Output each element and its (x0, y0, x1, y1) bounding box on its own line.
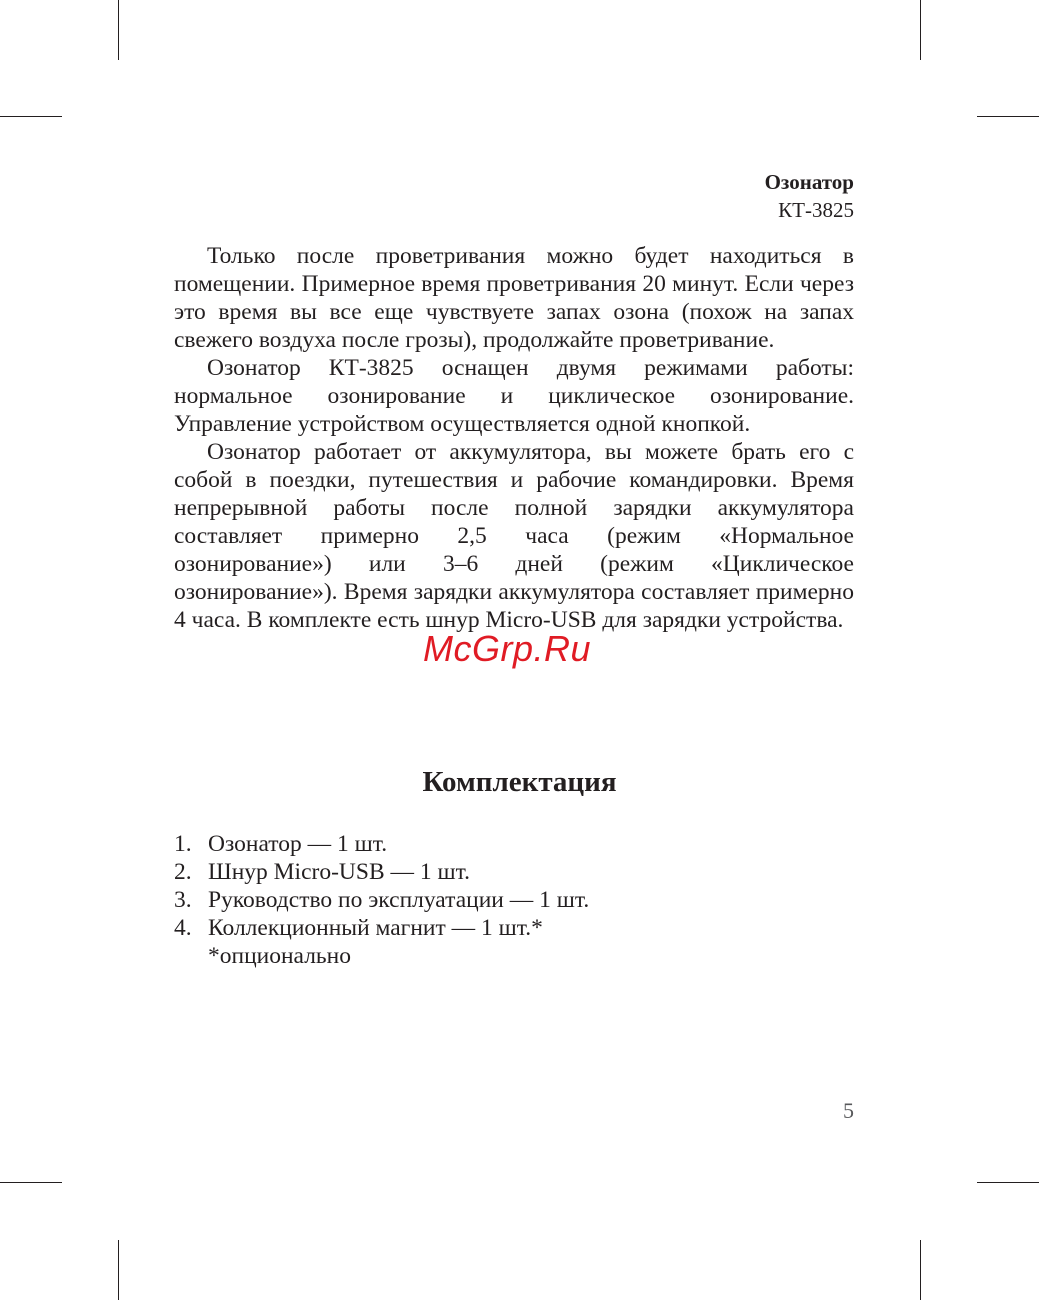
list-item-text: Шнур Micro-USB — 1 шт. (208, 859, 470, 885)
page-number: 5 (843, 1098, 854, 1123)
list-item-number: 3. (174, 887, 192, 913)
crop-mark-left-bottom (0, 1182, 62, 1183)
list-item-text: Коллекционный магнит — 1 шт.* (208, 915, 543, 941)
watermark: McGrp.Ru (423, 628, 592, 669)
header-model: КТ-3825 (778, 198, 854, 222)
list-item-text: Руководство по эксплуатации — 1 шт. (208, 887, 590, 913)
crop-mark-right-bottom (977, 1182, 1039, 1183)
list-item (174, 886, 589, 914)
list-item-number: 1. (174, 831, 192, 857)
crop-mark-bottom-left (118, 1240, 119, 1300)
paragraph-modes: Озонатор КТ-3825 оснащен двумя режимами работы: нормальное озонирование и циклическое озонирование. Управление устройством осуществляется одной кнопкой. (174, 355, 854, 437)
header-title: Озонатор (764, 170, 854, 194)
list-item (174, 830, 589, 858)
list-item-number: 2. (174, 859, 192, 885)
paragraph-battery: Озонатор работает от аккумулятора, вы можете брать его с собой в поездки, путешествия и рабочие командировки. Время непрерывной работы после полной зарядки аккумулятора составляет примерно 2,5 часа (режим «Нормальное озонирование») или 3–6 дней (режим «Циклическое озонирование»). Время зарядки аккумулятора составляет примерно 4 часа. В комплекте есть шнур Micro-USB для зарядки устройства. (174, 439, 854, 633)
crop-mark-right-top (977, 116, 1039, 117)
list-item-text: Озонатор — 1 шт. (208, 831, 388, 857)
package-list (174, 830, 589, 942)
body-text (174, 242, 854, 634)
crop-mark-top-right (920, 0, 921, 60)
crop-mark-bottom-right (920, 1240, 921, 1300)
section-title: Комплектация (422, 766, 617, 798)
list-item (174, 858, 589, 886)
list-item (174, 914, 589, 942)
running-header (765, 168, 854, 224)
paragraph-ventilation: Только после проветривания можно будет находиться в помещении. Примерное время проветривания 20 минут. Если через это время вы все еще чувствуете запах озона (похож на запах свежего воздуха после грозы), продолжайте проветривание. (174, 243, 854, 353)
list-item-number: 4. (174, 915, 192, 941)
footnote: *опционально (208, 943, 351, 969)
crop-mark-top-left (118, 0, 119, 60)
crop-mark-left-top (0, 116, 62, 117)
